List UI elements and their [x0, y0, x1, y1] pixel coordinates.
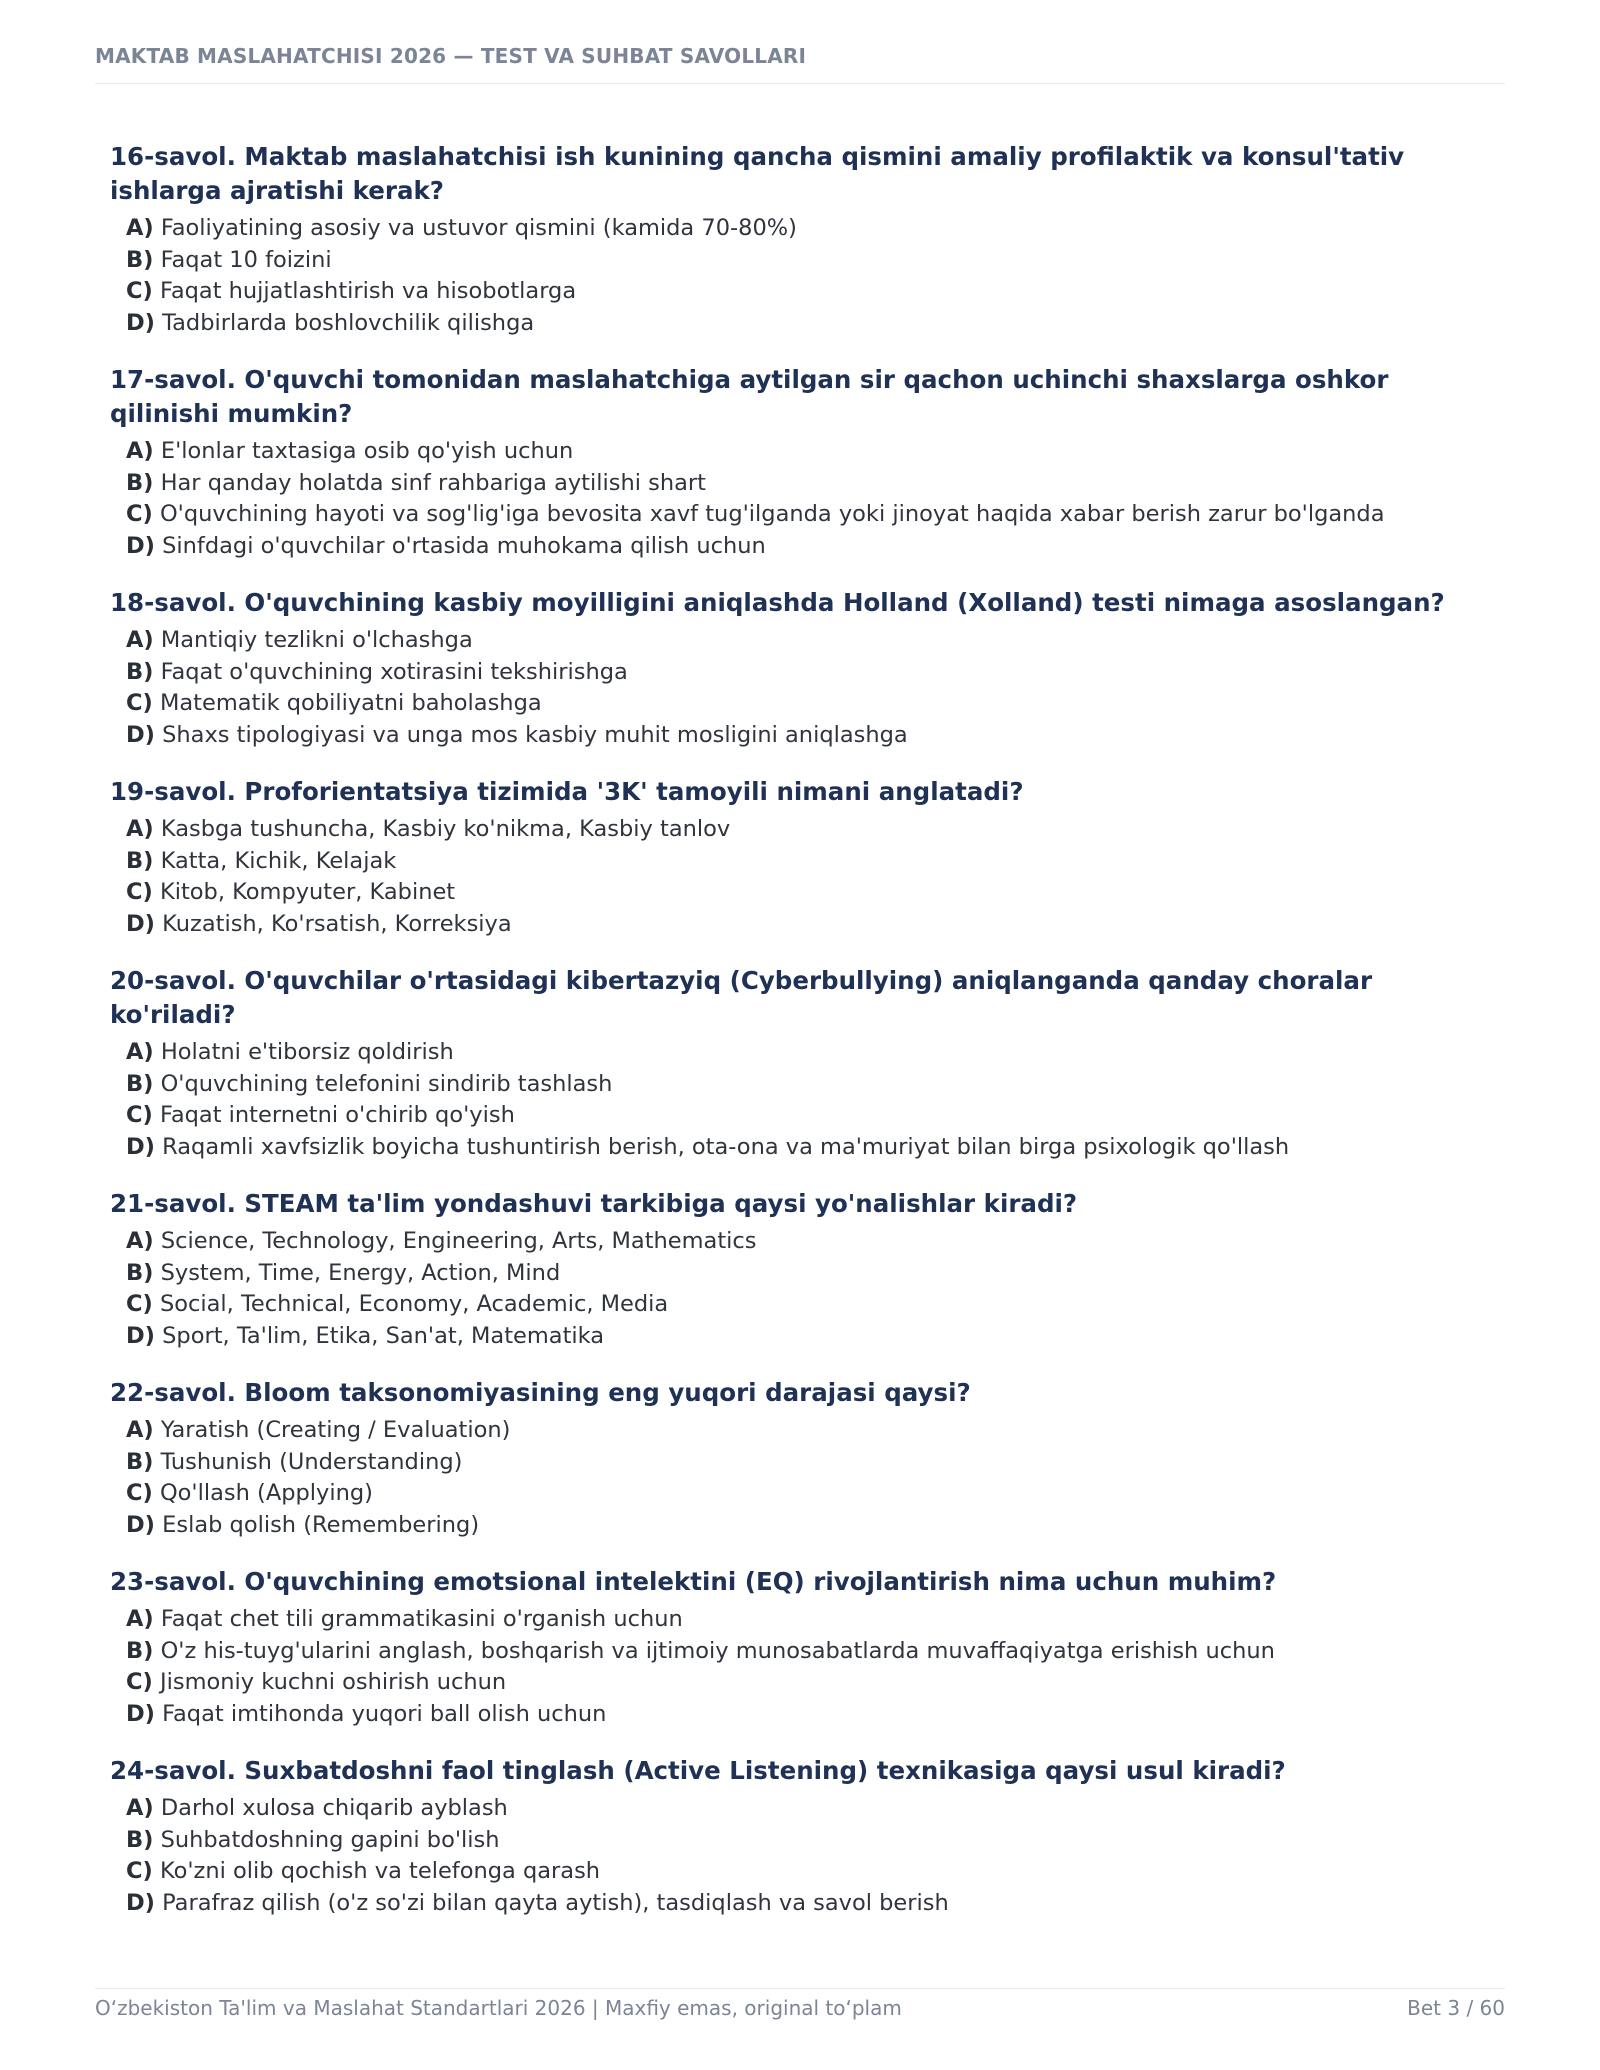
option-letter: C) [126, 1291, 153, 1317]
option-letter: B) [126, 469, 154, 496]
option-a [126, 1226, 1490, 1258]
option-a [126, 814, 1490, 846]
option-letter: B) [126, 1637, 154, 1664]
option-text: Ko'zni olib qochish va telefonga qarash [159, 1858, 601, 1884]
option-letter: D) [126, 309, 155, 336]
question-title: 24-savol. Suxbatdoshni faol tinglash (Active Listening) texnikasiga qaysi usul kiradi? [110, 1756, 1286, 1785]
option-letter: C) [126, 879, 153, 905]
option-text: Mantiqiy tezlikni o'lchashga [160, 627, 473, 653]
question-title: 18-savol. O'quvchining kasbiy moyilligini aniqlashda Holland (Xolland) testi nimaga asoslangan? [110, 588, 1445, 617]
footer-divider [95, 1988, 1505, 1989]
option-letter: B) [126, 1259, 154, 1286]
option-text: O'quvchining hayoti va sog'lig'iga bevosita xavf tug'ilganda yoki jinoyat haqida xabar berish zarur bo'lganda [159, 501, 1385, 527]
option-text: Faqat imtihonda yuqori ball olish uchun [162, 1700, 607, 1727]
option-letter: D) [126, 721, 155, 748]
question-22 [110, 1376, 1490, 1541]
option-letter: C) [126, 690, 153, 716]
option-d [126, 909, 1490, 941]
option-text: Kuzatish, Ko'rsatish, Korreksiya [162, 910, 512, 937]
option-letter: D) [126, 1133, 155, 1160]
option-text: Suhbatdoshning gapini bo'lish [160, 1826, 500, 1853]
option-c [126, 499, 1490, 531]
option-letter: C) [126, 278, 153, 304]
option-text: Raqamli xavfsizlik boyicha tushuntirish berish, ota-ona va ma'muriyat bilan birga psixologik qo'llash [162, 1133, 1290, 1160]
option-a [126, 1415, 1490, 1447]
option-a [126, 213, 1490, 245]
option-text: Har qanday holatda sinf rahbariga aytilishi shart [160, 469, 706, 496]
option-text: System, Time, Energy, Action, Mind [160, 1259, 561, 1286]
option-letter: A) [126, 1228, 154, 1254]
option-letter: D) [126, 1511, 155, 1538]
option-letter: B) [126, 1826, 154, 1853]
option-text: Qo'llash (Applying) [159, 1480, 373, 1506]
option-c [126, 1667, 1490, 1699]
option-text: Faqat 10 foizini [160, 246, 332, 273]
option-text: Faoliyatining asosiy va ustuvor qismini (kamida 70-80%) [160, 215, 797, 241]
option-d [126, 720, 1490, 752]
option-a [126, 1604, 1490, 1636]
question-24 [110, 1754, 1490, 1919]
option-text: Katta, Kichik, Kelajak [160, 847, 397, 874]
option-b [126, 245, 1490, 277]
option-b [126, 657, 1490, 689]
option-text: Matematik qobiliyatni baholashga [159, 690, 542, 716]
question-21 [110, 1187, 1490, 1352]
footer-source-text: O‘zbekiston Ta'lim va Maslahat Standartlari 2026 | Maxfiy emas, original to‘plam [95, 1996, 902, 2020]
page-number: Bet 3 / 60 [1407, 1996, 1505, 2020]
option-letter: C) [126, 1480, 153, 1506]
option-text: Sport, Ta'lim, Etika, San'at, Matematika [162, 1322, 605, 1349]
option-letter: A) [126, 1606, 154, 1632]
option-text: Shaxs tipologiyasi va unga mos kasbiy muhit mosligini aniqlashga [162, 721, 908, 748]
option-letter: A) [126, 1795, 154, 1821]
option-b [126, 1258, 1490, 1290]
option-letter: C) [126, 1102, 153, 1128]
option-c [126, 276, 1490, 308]
option-text: Kasbga tushuncha, Kasbiy ko'nikma, Kasbiy tanlov [160, 816, 731, 842]
option-text: Yaratish (Creating / Evaluation) [160, 1417, 511, 1443]
option-letter: C) [126, 1858, 153, 1884]
option-text: Darhol xulosa chiqarib ayblash [160, 1795, 508, 1821]
question-17 [110, 363, 1490, 562]
option-b [126, 1447, 1490, 1479]
question-16 [110, 140, 1490, 339]
option-b [126, 468, 1490, 500]
option-letter: A) [126, 1039, 154, 1065]
option-c [126, 688, 1490, 720]
option-letter: B) [126, 1448, 154, 1475]
option-letter: B) [126, 847, 154, 874]
option-d [126, 1510, 1490, 1542]
option-letter: B) [126, 658, 154, 685]
option-text: Sinfdagi o'quvchilar o'rtasida muhokama qilish uchun [162, 532, 766, 559]
option-text: Faqat chet tili grammatikasini o'rganish uchun [160, 1606, 683, 1632]
option-text: O'z his-tuyg'ularini anglash, boshqarish va ijtimoiy munosabatlarda muvaffaqiyatga erishish uchun [160, 1637, 1275, 1664]
question-title: 22-savol. Bloom taksonomiyasining eng yuqori darajasi qaysi? [110, 1378, 971, 1407]
question-title: 17-savol. O'quvchi tomonidan maslahatchiga aytilgan sir qachon uchinchi shaxslarga oshkor qilinishi mumkin? [110, 365, 1389, 428]
option-c [126, 877, 1490, 909]
option-text: Science, Technology, Engineering, Arts, Mathematics [160, 1228, 757, 1254]
option-a [126, 1793, 1490, 1825]
option-letter: D) [126, 1889, 155, 1916]
option-b [126, 1636, 1490, 1668]
option-letter: D) [126, 532, 155, 559]
option-c [126, 1478, 1490, 1510]
option-d [126, 1132, 1490, 1164]
question-title: 21-savol. STEAM ta'lim yondashuvi tarkibiga qaysi yo'nalishlar kiradi? [110, 1189, 1078, 1218]
option-text: Tushunish (Understanding) [160, 1448, 463, 1475]
option-letter: A) [126, 627, 154, 653]
option-text: Parafraz qilish (o'z so'zi bilan qayta aytish), tasdiqlash va savol berish [162, 1889, 949, 1916]
option-d [126, 1888, 1490, 1920]
option-letter: D) [126, 910, 155, 937]
option-b [126, 846, 1490, 878]
option-b [126, 1825, 1490, 1857]
option-text: Faqat o'quvchining xotirasini tekshirishga [160, 658, 628, 685]
question-title: 19-savol. Proforientatsiya tizimida '3K' tamoyili nimani anglatadi? [110, 777, 1024, 806]
option-c [126, 1856, 1490, 1888]
option-text: Faqat internetni o'chirib qo'yish [159, 1102, 515, 1128]
option-letter: C) [126, 501, 153, 527]
option-letter: D) [126, 1700, 155, 1727]
question-18 [110, 586, 1490, 751]
question-title: 16-savol. Maktab maslahatchisi ish kunining qancha qismini amaliy profilaktik va konsul'tativ ishlarga ajratishi kerak? [110, 142, 1405, 205]
option-c [126, 1100, 1490, 1132]
option-letter: A) [126, 215, 154, 241]
option-letter: D) [126, 1322, 155, 1349]
option-text: Eslab qolish (Remembering) [162, 1511, 480, 1538]
option-text: Jismoniy kuchni oshirish uchun [159, 1669, 507, 1695]
option-b [126, 1069, 1490, 1101]
option-text: Holatni e'tiborsiz qoldirish [160, 1039, 454, 1065]
question-20 [110, 964, 1490, 1163]
option-letter: B) [126, 1070, 154, 1097]
option-a [126, 625, 1490, 657]
option-letter: A) [126, 1417, 154, 1443]
option-a [126, 1037, 1490, 1069]
question-title: 23-savol. O'quvchining emotsional intelektini (EQ) rivojlantirish nima uchun muhim? [110, 1567, 1277, 1596]
option-c [126, 1289, 1490, 1321]
option-letter: C) [126, 1669, 153, 1695]
option-letter: A) [126, 816, 154, 842]
question-title: 20-savol. O'quvchilar o'rtasidagi kibertazyiq (Cyberbullying) aniqlanganda qanday choralar ko'riladi? [110, 966, 1373, 1029]
option-d [126, 308, 1490, 340]
option-text: E'lonlar taxtasiga osib qo'yish uchun [160, 438, 574, 464]
question-list [110, 140, 1490, 1943]
option-text: Social, Technical, Economy, Academic, Media [159, 1291, 669, 1317]
option-text: O'quvchining telefonini sindirib tashlash [160, 1070, 613, 1097]
option-text: Kitob, Kompyuter, Kabinet [159, 879, 456, 905]
question-23 [110, 1565, 1490, 1730]
option-d [126, 531, 1490, 563]
option-text: Tadbirlarda boshlovchilik qilishga [162, 309, 535, 336]
option-letter: A) [126, 438, 154, 464]
option-text: Faqat hujjatlashtirish va hisobotlarga [159, 278, 577, 304]
option-letter: B) [126, 246, 154, 273]
option-d [126, 1699, 1490, 1731]
header-divider [95, 83, 1505, 84]
question-19 [110, 775, 1490, 940]
option-d [126, 1321, 1490, 1353]
page-header: MAKTAB MASLAHATCHISI 2026 — TEST VA SUHBAT SAVOLLARI [95, 44, 807, 68]
option-a [126, 436, 1490, 468]
